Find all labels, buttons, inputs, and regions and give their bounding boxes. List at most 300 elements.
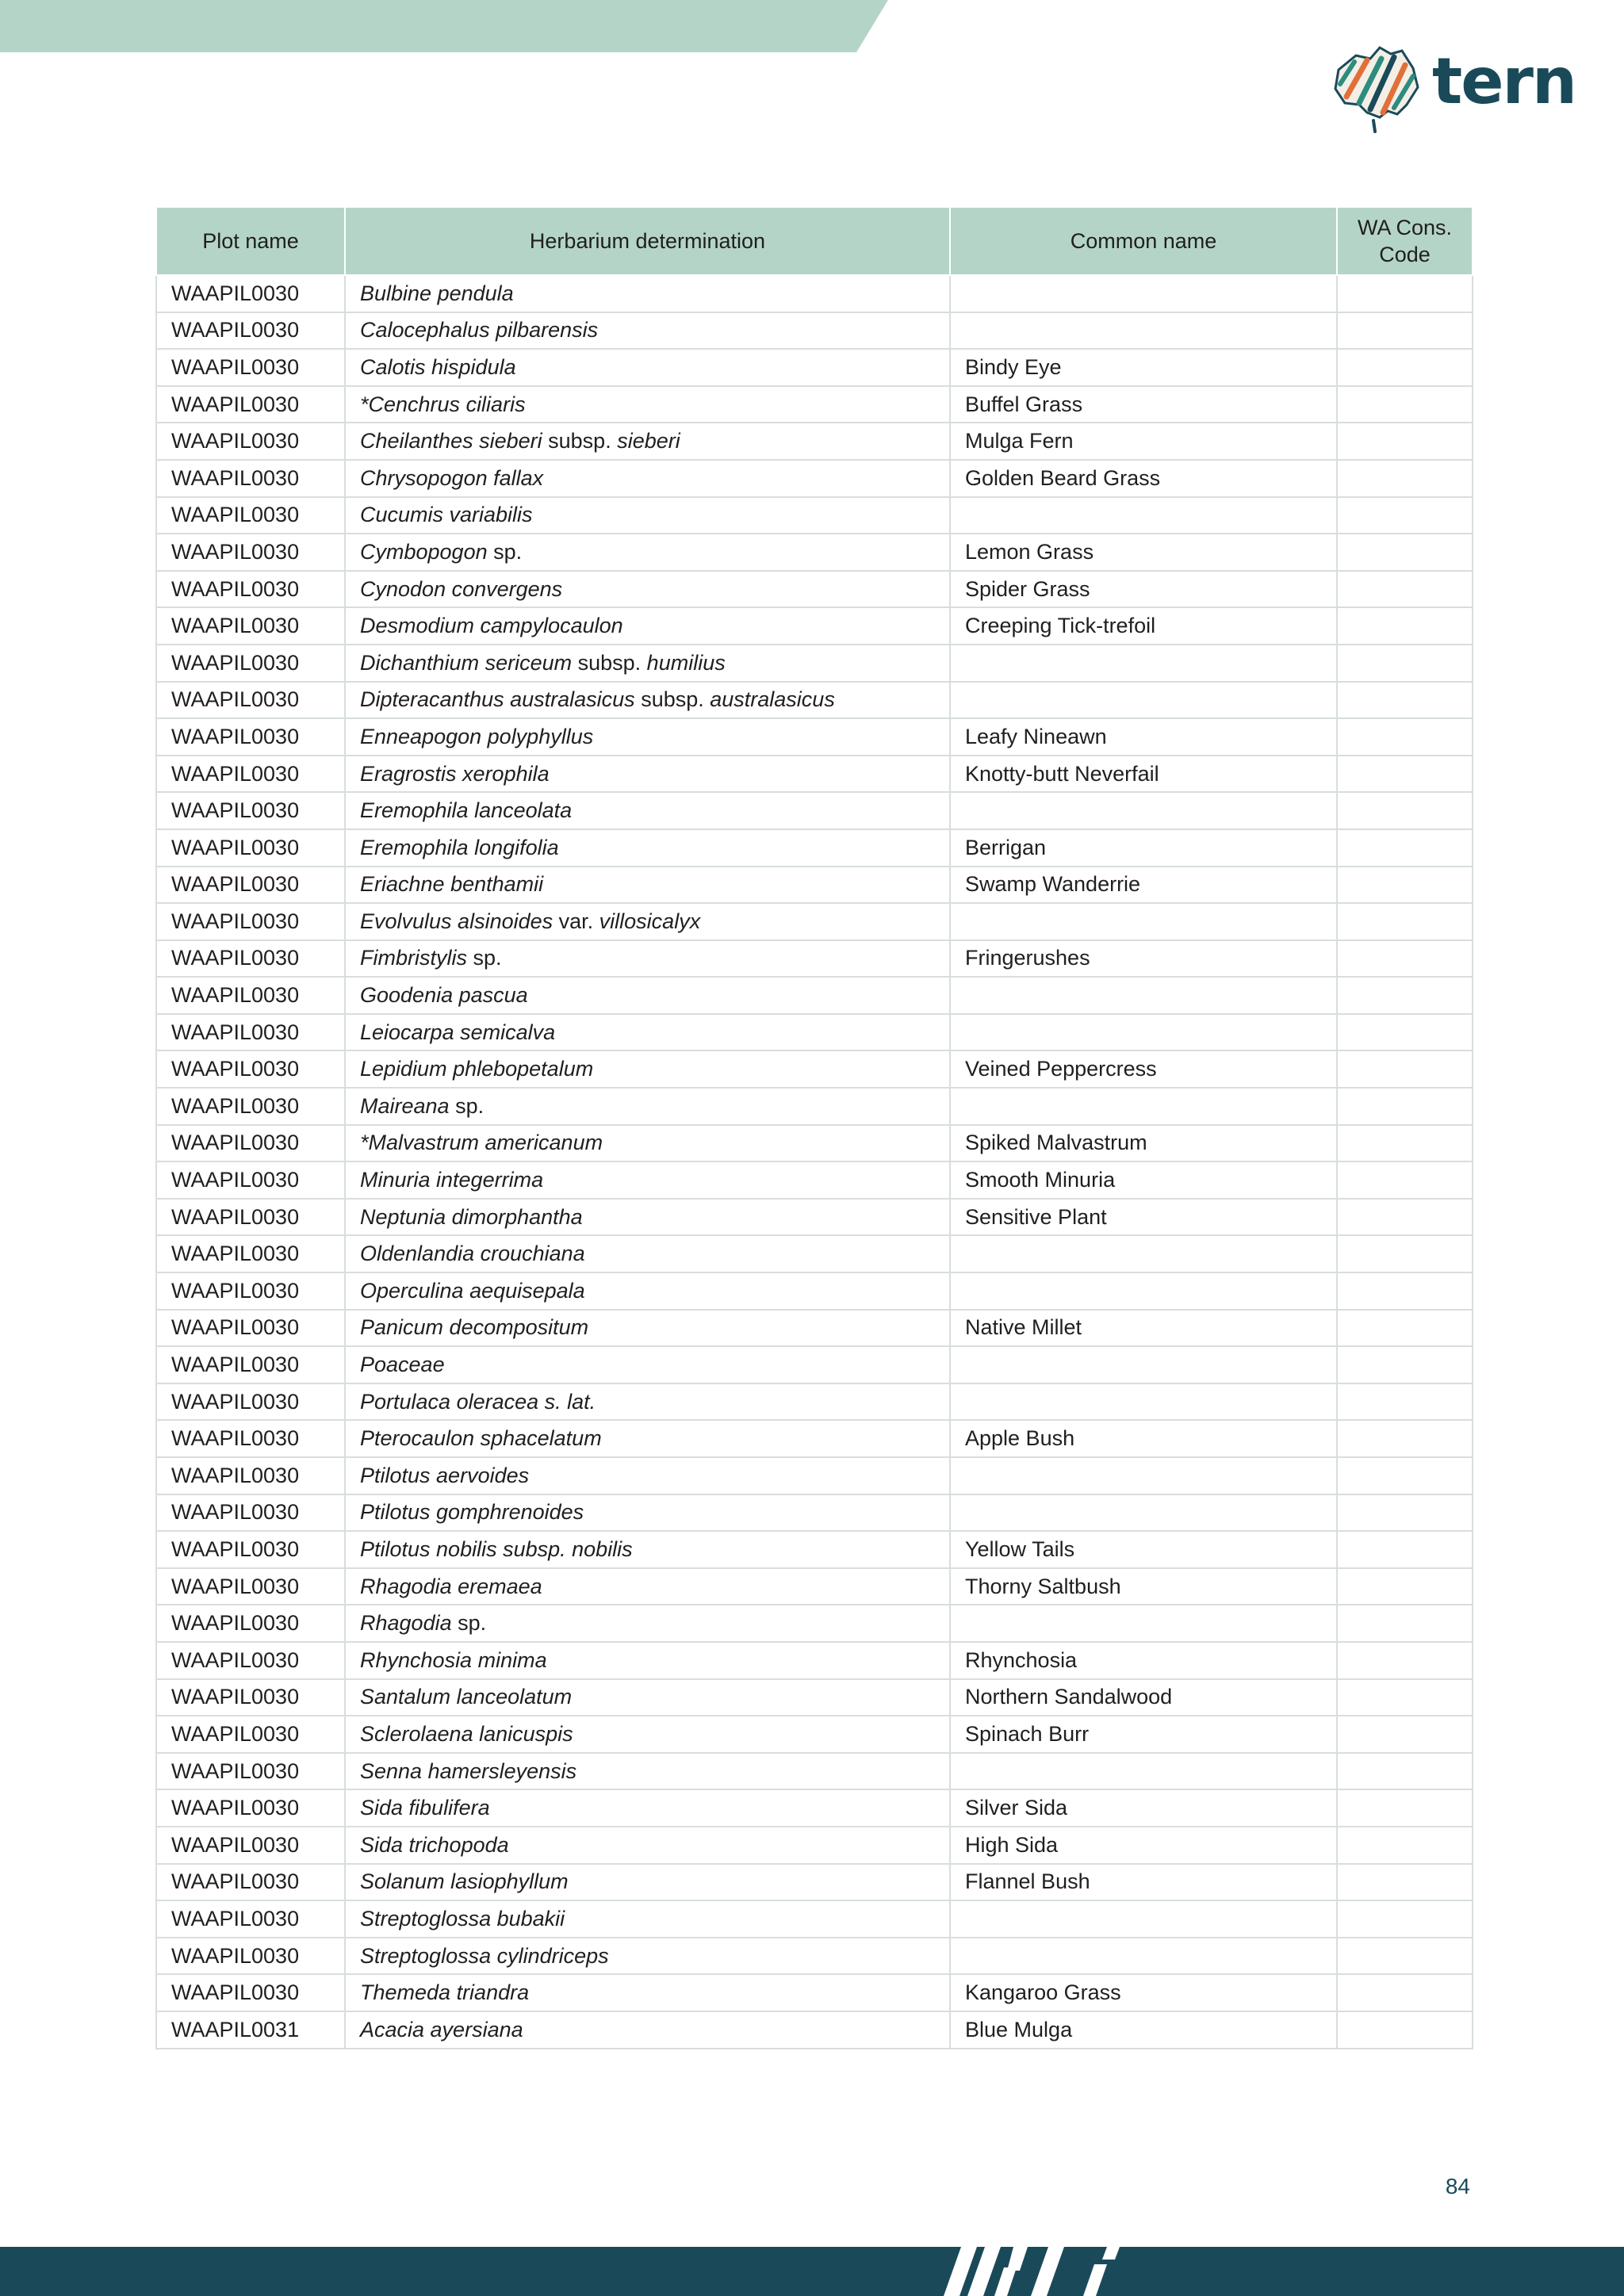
common-name-cell: [950, 1900, 1337, 1938]
taxon-name: Pterocaulon sphacelatum: [360, 1426, 602, 1451]
plot-name-cell: WAAPIL0030: [156, 1531, 345, 1568]
plot-name-cell: WAAPIL0030: [156, 1827, 345, 1864]
common-name-cell: Yellow Tails: [950, 1531, 1337, 1568]
wa-cons-code-cell: [1337, 1161, 1473, 1199]
table-row: [156, 1088, 1473, 1125]
table-row: [156, 1568, 1473, 1605]
common-name-cell: Native Millet: [950, 1310, 1337, 1347]
common-name-cell: [950, 1457, 1337, 1494]
herbarium-determination-cell: [345, 1679, 950, 1716]
table-row: [156, 1199, 1473, 1236]
herbarium-determination-cell: [345, 1272, 950, 1310]
taxon-name: Sida fibulifera: [360, 1796, 490, 1820]
table-row: [156, 1642, 1473, 1679]
plot-name-cell: WAAPIL0030: [156, 423, 345, 460]
table-row: [156, 275, 1473, 312]
taxon-name: Themeda triandra: [360, 1980, 530, 2005]
herbarium-determination-cell: [345, 312, 950, 350]
table-row: [156, 1346, 1473, 1383]
plot-name-cell: WAAPIL0030: [156, 497, 345, 534]
herbarium-determination-cell: [345, 1383, 950, 1421]
wa-cons-code-cell: [1337, 1605, 1473, 1642]
herbarium-determination-cell: [345, 1605, 950, 1642]
table-row: [156, 386, 1473, 423]
common-name-cell: Buffel Grass: [950, 386, 1337, 423]
herbarium-determination-cell: [345, 792, 950, 829]
common-name-cell: Fringerushes: [950, 940, 1337, 978]
footer-slash-graphic: [928, 2247, 1166, 2296]
taxon-name: Senna hamersleyensis: [360, 1758, 577, 1783]
taxon-infraspecific-name: humilius: [646, 650, 726, 675]
table-row: [156, 1789, 1473, 1827]
wa-cons-code-cell: [1337, 1457, 1473, 1494]
taxon-name: Cynodon convergens: [360, 576, 563, 601]
herbarium-determination-cell: [345, 1050, 950, 1088]
taxon-name: Eremophila longifolia: [360, 835, 559, 859]
taxon-name: Ptilotus gomphrenoides: [360, 1500, 584, 1525]
plot-name-cell: WAAPIL0030: [156, 1679, 345, 1716]
herbarium-determination-cell: [345, 1789, 950, 1827]
taxon-rank: sp.: [487, 539, 523, 564]
wa-cons-code-cell: [1337, 1716, 1473, 1753]
plot-name-cell: WAAPIL0030: [156, 1199, 345, 1236]
taxon-name: Sida trichopoda: [360, 1832, 509, 1857]
common-name-cell: Bindy Eye: [950, 349, 1337, 386]
plot-name-cell: WAAPIL0030: [156, 1605, 345, 1642]
common-name-cell: Silver Sida: [950, 1789, 1337, 1827]
taxon-name: Rhynchosia minima: [360, 1647, 547, 1672]
taxon-name: Bulbine pendula: [360, 281, 514, 305]
table-row: [156, 1974, 1473, 2011]
common-name-cell: Smooth Minuria: [950, 1161, 1337, 1199]
common-name-cell: [950, 1235, 1337, 1272]
page-number: 84: [1445, 2174, 1470, 2198]
herbarium-determination-cell: [345, 1494, 950, 1532]
plot-name-cell: WAAPIL0030: [156, 1125, 345, 1162]
table-row: [156, 1753, 1473, 1790]
plot-name-cell: WAAPIL0030: [156, 1346, 345, 1383]
common-name-cell: [950, 1272, 1337, 1310]
taxon-rank: subsp.: [542, 429, 618, 453]
wa-cons-code-cell: [1337, 1568, 1473, 1605]
common-name-cell: [950, 1088, 1337, 1125]
taxon-name: Cymbopogon: [360, 539, 488, 564]
plot-name-cell: WAAPIL0030: [156, 1457, 345, 1494]
taxon-name: Rhagodia: [360, 1611, 452, 1636]
wa-cons-code-cell: [1337, 940, 1473, 978]
wa-cons-code-cell: [1337, 534, 1473, 571]
plot-name-cell: WAAPIL0030: [156, 682, 345, 719]
common-name-cell: Creeping Tick-trefoil: [950, 607, 1337, 645]
plot-name-cell: WAAPIL0030: [156, 1014, 345, 1051]
taxon-name: Desmodium campylocaulon: [360, 614, 623, 638]
taxon-name: Panicum decompositum: [360, 1315, 589, 1340]
table-row: [156, 867, 1473, 904]
herbarium-determination-cell: [345, 1235, 950, 1272]
herbarium-determination-cell: [345, 1716, 950, 1753]
wa-cons-code-cell: [1337, 1938, 1473, 1975]
common-name-cell: Apple Bush: [950, 1420, 1337, 1457]
herbarium-determination-cell: [345, 534, 950, 571]
wa-cons-code-cell: [1337, 1827, 1473, 1864]
table-row: [156, 1310, 1473, 1347]
taxon-name: Enneapogon polyphyllus: [360, 724, 594, 748]
plot-name-cell: WAAPIL0030: [156, 1383, 345, 1421]
common-name-cell: Golden Beard Grass: [950, 460, 1337, 497]
taxon-name: Dipteracanthus australasicus: [360, 687, 635, 712]
taxon-name: Portulaca oleracea s. lat.: [360, 1389, 596, 1414]
taxon-rank: sp.: [451, 1611, 487, 1636]
wa-cons-code-cell: [1337, 386, 1473, 423]
table-row: [156, 1827, 1473, 1864]
table-row: [156, 1161, 1473, 1199]
wa-cons-code-cell: [1337, 867, 1473, 904]
taxon-name: Minuria integerrima: [360, 1168, 544, 1192]
taxon-name: Eragrostis xerophila: [360, 761, 550, 786]
plot-name-cell: WAAPIL0030: [156, 571, 345, 608]
wa-cons-code-cell: [1337, 1310, 1473, 1347]
taxon-name: Goodenia pascua: [360, 983, 528, 1008]
herbarium-determination-cell: [345, 977, 950, 1014]
herbarium-determination-cell: [345, 1568, 950, 1605]
wa-cons-code-cell: [1337, 1383, 1473, 1421]
wa-cons-code-cell: [1337, 2011, 1473, 2049]
column-header: Herbarium determination: [345, 207, 950, 275]
column-header: WA Cons. Code: [1337, 207, 1473, 275]
common-name-cell: Northern Sandalwood: [950, 1679, 1337, 1716]
common-name-cell: Mulga Fern: [950, 423, 1337, 460]
table-row: [156, 792, 1473, 829]
table-row: [156, 1900, 1473, 1938]
wa-cons-code-cell: [1337, 682, 1473, 719]
wa-cons-code-cell: [1337, 1494, 1473, 1532]
common-name-cell: [950, 977, 1337, 1014]
plot-name-cell: WAAPIL0030: [156, 756, 345, 793]
taxon-infraspecific-name: sieberi: [617, 429, 680, 453]
common-name-cell: High Sida: [950, 1827, 1337, 1864]
common-name-cell: Sensitive Plant: [950, 1199, 1337, 1236]
taxon-name: Calotis hispidula: [360, 354, 516, 379]
wa-cons-code-cell: [1337, 1088, 1473, 1125]
table-body: [156, 275, 1473, 2049]
wa-cons-code-cell: [1337, 275, 1473, 312]
table-row: [156, 497, 1473, 534]
common-name-cell: [950, 645, 1337, 682]
plot-name-cell: WAAPIL0030: [156, 1938, 345, 1975]
common-name-cell: [950, 1383, 1337, 1421]
table-row: [156, 1420, 1473, 1457]
wa-cons-code-cell: [1337, 1050, 1473, 1088]
herbarium-determination-cell: [345, 607, 950, 645]
taxon-name: Calocephalus pilbarensis: [360, 318, 599, 342]
herbarium-determination-cell: [345, 497, 950, 534]
herbarium-determination-cell: [345, 1125, 950, 1162]
wa-cons-code-cell: [1337, 1974, 1473, 2011]
wa-cons-code-cell: [1337, 1753, 1473, 1790]
common-name-cell: [950, 1605, 1337, 1642]
wa-cons-code-cell: [1337, 1199, 1473, 1236]
wa-cons-code-cell: [1337, 756, 1473, 793]
plot-name-cell: WAAPIL0030: [156, 1050, 345, 1088]
wa-cons-code-cell: [1337, 829, 1473, 867]
wa-cons-code-cell: [1337, 312, 1473, 350]
plot-name-cell: WAAPIL0030: [156, 1900, 345, 1938]
wa-cons-code-cell: [1337, 1235, 1473, 1272]
plot-name-cell: WAAPIL0030: [156, 1235, 345, 1272]
plot-name-cell: WAAPIL0030: [156, 275, 345, 312]
wa-cons-code-cell: [1337, 423, 1473, 460]
wa-cons-code-cell: [1337, 1900, 1473, 1938]
table-row: [156, 607, 1473, 645]
table-row: [156, 1272, 1473, 1310]
wa-cons-code-cell: [1337, 1272, 1473, 1310]
table-row: [156, 682, 1473, 719]
plot-name-cell: WAAPIL0030: [156, 1789, 345, 1827]
herbarium-determination-cell: [345, 349, 950, 386]
plot-name-cell: WAAPIL0030: [156, 607, 345, 645]
common-name-cell: Blue Mulga: [950, 2011, 1337, 2049]
table-row: [156, 645, 1473, 682]
common-name-cell: Knotty-butt Neverfail: [950, 756, 1337, 793]
table-row: [156, 829, 1473, 867]
plot-name-cell: WAAPIL0030: [156, 1974, 345, 2011]
plot-name-cell: WAAPIL0030: [156, 903, 345, 940]
plot-name-cell: WAAPIL0030: [156, 1088, 345, 1125]
herbarium-determination-cell: [345, 423, 950, 460]
taxon-rank: subsp.: [634, 687, 710, 712]
taxon-name: Sclerolaena lanicuspis: [360, 1721, 573, 1746]
herbarium-determination-cell: [345, 1199, 950, 1236]
table-row: [156, 977, 1473, 1014]
table-row: [156, 1864, 1473, 1901]
taxon-name: Solanum lasiophyllum: [360, 1869, 569, 1894]
wa-cons-code-cell: [1337, 1420, 1473, 1457]
common-name-cell: [950, 1494, 1337, 1532]
herbarium-determination-cell: [345, 682, 950, 719]
plot-name-cell: WAAPIL0031: [156, 2011, 345, 2049]
taxon-rank: subsp.: [572, 650, 647, 675]
plot-name-cell: WAAPIL0030: [156, 792, 345, 829]
taxon-name: Ptilotus nobilis subsp. nobilis: [360, 1536, 633, 1561]
taxon-name: Operculina aequisepala: [360, 1278, 585, 1303]
table-row: [156, 1679, 1473, 1716]
wa-cons-code-cell: [1337, 497, 1473, 534]
taxon-name: Leiocarpa semicalva: [360, 1020, 556, 1044]
herbarium-determination-cell: [345, 1161, 950, 1199]
herbarium-determination-cell: [345, 1827, 950, 1864]
herbarium-determination-cell: [345, 1974, 950, 2011]
herbarium-determination-cell: [345, 275, 950, 312]
plot-name-cell: WAAPIL0030: [156, 645, 345, 682]
table-header: [156, 207, 1473, 275]
table-row: [156, 940, 1473, 978]
common-name-cell: Spider Grass: [950, 571, 1337, 608]
wa-cons-code-cell: [1337, 903, 1473, 940]
taxon-name: Streptoglossa cylindriceps: [360, 1943, 609, 1968]
plot-name-cell: WAAPIL0030: [156, 1272, 345, 1310]
plot-name-cell: WAAPIL0030: [156, 460, 345, 497]
wa-cons-code-cell: [1337, 1531, 1473, 1568]
plot-name-cell: WAAPIL0030: [156, 1568, 345, 1605]
table-row: [156, 1383, 1473, 1421]
plot-name-cell: WAAPIL0030: [156, 349, 345, 386]
taxon-name: Fimbristylis: [360, 946, 467, 970]
wa-cons-code-cell: [1337, 1346, 1473, 1383]
taxon-infraspecific-name: villosicalyx: [599, 909, 701, 933]
common-name-cell: Spiked Malvastrum: [950, 1125, 1337, 1162]
plot-name-cell: WAAPIL0030: [156, 829, 345, 867]
herbarium-determination-cell: [345, 1457, 950, 1494]
herbarium-determination-cell: [345, 756, 950, 793]
common-name-cell: Rhynchosia: [950, 1642, 1337, 1679]
common-name-cell: [950, 312, 1337, 350]
herbarium-determination-cell: [345, 718, 950, 756]
wa-cons-code-cell: [1337, 977, 1473, 1014]
herbarium-determination-cell: [345, 460, 950, 497]
plot-name-cell: WAAPIL0030: [156, 386, 345, 423]
common-name-cell: [950, 1753, 1337, 1790]
plot-name-cell: WAAPIL0030: [156, 1864, 345, 1901]
plot-name-cell: WAAPIL0030: [156, 1642, 345, 1679]
herbarium-determination-cell: [345, 645, 950, 682]
table-row: [156, 1457, 1473, 1494]
taxon-name: Cucumis variabilis: [360, 503, 533, 527]
taxon-name: Eremophila lanceolata: [360, 798, 573, 823]
wa-cons-code-cell: [1337, 1679, 1473, 1716]
taxon-name: Acacia ayersiana: [360, 2017, 523, 2042]
common-name-cell: [950, 682, 1337, 719]
taxon-name: *Cenchrus ciliaris: [360, 392, 526, 416]
herbarium-determination-cell: [345, 1531, 950, 1568]
wa-cons-code-cell: [1337, 1864, 1473, 1901]
herbarium-determination-cell: [345, 1642, 950, 1679]
table-row: [156, 1938, 1473, 1975]
herbarium-determination-cell: [345, 1864, 950, 1901]
taxon-name: Poaceae: [360, 1353, 445, 1377]
table-row: [156, 312, 1473, 350]
common-name-cell: [950, 792, 1337, 829]
taxon-name: Eriachne benthamii: [360, 872, 544, 897]
wa-cons-code-cell: [1337, 571, 1473, 608]
taxon-name: Dichanthium sericeum: [360, 650, 573, 675]
taxon-name: Streptoglossa bubakii: [360, 1906, 565, 1931]
plot-name-cell: WAAPIL0030: [156, 977, 345, 1014]
wa-cons-code-cell: [1337, 792, 1473, 829]
table-row: [156, 1014, 1473, 1051]
herbarium-determination-cell: [345, 1938, 950, 1975]
common-name-cell: Kangaroo Grass: [950, 1974, 1337, 2011]
taxon-name: Evolvulus alsinoides: [360, 909, 553, 933]
table-row: [156, 1235, 1473, 1272]
column-header: Plot name: [156, 207, 345, 275]
plot-name-cell: WAAPIL0030: [156, 1310, 345, 1347]
herbarium-determination-cell: [345, 903, 950, 940]
plot-name-cell: WAAPIL0030: [156, 1161, 345, 1199]
column-header: Common name: [950, 207, 1337, 275]
common-name-cell: Lemon Grass: [950, 534, 1337, 571]
wa-cons-code-cell: [1337, 607, 1473, 645]
taxon-name: Ptilotus aervoides: [360, 1463, 530, 1487]
herbarium-determination-cell: [345, 867, 950, 904]
table-row: [156, 756, 1473, 793]
common-name-cell: [950, 903, 1337, 940]
common-name-cell: Flannel Bush: [950, 1864, 1337, 1901]
herbarium-determination-cell: [345, 940, 950, 978]
common-name-cell: Swamp Wanderrie: [950, 867, 1337, 904]
taxon-name: *Malvastrum americanum: [360, 1131, 603, 1155]
common-name-cell: [950, 1938, 1337, 1975]
footer-band: [0, 2247, 1624, 2296]
taxon-name: Oldenlandia crouchiana: [360, 1242, 585, 1266]
plot-name-cell: WAAPIL0030: [156, 940, 345, 978]
table-row: [156, 1605, 1473, 1642]
herbarium-determination-cell: [345, 1014, 950, 1051]
common-name-cell: [950, 1346, 1337, 1383]
common-name-cell: [950, 1014, 1337, 1051]
plot-name-cell: WAAPIL0030: [156, 867, 345, 904]
herbarium-determination-cell: [345, 1753, 950, 1790]
table-row: [156, 1716, 1473, 1753]
table-row: [156, 423, 1473, 460]
table-row: [156, 460, 1473, 497]
taxon-name: Cheilanthes sieberi: [360, 429, 542, 453]
herbarium-determination-cell: [345, 1088, 950, 1125]
common-name-cell: Thorny Saltbush: [950, 1568, 1337, 1605]
table-row: [156, 1531, 1473, 1568]
header-accent-band: [0, 0, 888, 52]
herbarium-determination-cell: [345, 1900, 950, 1938]
taxon-rank: sp.: [467, 946, 502, 970]
table-row: [156, 1494, 1473, 1532]
herbarium-determination-cell: [345, 2011, 950, 2049]
table-row: [156, 534, 1473, 571]
common-name-cell: [950, 497, 1337, 534]
taxon-name: Neptunia dimorphantha: [360, 1204, 583, 1229]
common-name-cell: Berrigan: [950, 829, 1337, 867]
plot-name-cell: WAAPIL0030: [156, 1753, 345, 1790]
wa-cons-code-cell: [1337, 1642, 1473, 1679]
logo-wordmark: tern: [1432, 44, 1576, 118]
taxon-rank: sp.: [449, 1093, 485, 1118]
wa-cons-code-cell: [1337, 349, 1473, 386]
taxon-name: Santalum lanceolatum: [360, 1685, 573, 1709]
table-row: [156, 718, 1473, 756]
taxon-name: Maireana: [360, 1093, 450, 1118]
table-row: [156, 1125, 1473, 1162]
herbarium-determination-cell: [345, 829, 950, 867]
wa-cons-code-cell: [1337, 645, 1473, 682]
taxon-infraspecific-name: australasicus: [710, 687, 835, 712]
herbarium-determination-cell: [345, 1420, 950, 1457]
wa-cons-code-cell: [1337, 1789, 1473, 1827]
herbarium-determination-cell: [345, 571, 950, 608]
herbarium-determination-cell: [345, 1310, 950, 1347]
wa-cons-code-cell: [1337, 1125, 1473, 1162]
plot-name-cell: WAAPIL0030: [156, 534, 345, 571]
wa-cons-code-cell: [1337, 718, 1473, 756]
tern-logo: [1324, 38, 1576, 133]
table-row: [156, 903, 1473, 940]
common-name-cell: [950, 275, 1337, 312]
plot-name-cell: WAAPIL0030: [156, 1420, 345, 1457]
plot-name-cell: WAAPIL0030: [156, 1716, 345, 1753]
herbarium-determination-cell: [345, 386, 950, 423]
table-row: [156, 571, 1473, 608]
common-name-cell: Veined Peppercress: [950, 1050, 1337, 1088]
wa-cons-code-cell: [1337, 460, 1473, 497]
table-row: [156, 349, 1473, 386]
table-row: [156, 1050, 1473, 1088]
